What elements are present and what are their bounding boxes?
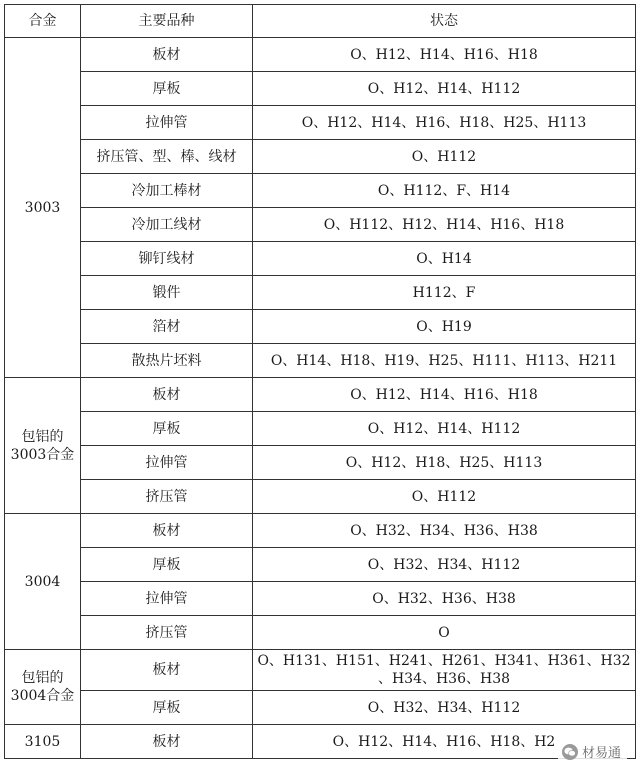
alloy-label-line2: 3004合金 <box>10 688 75 704</box>
product-cell: 拉伸管 <box>81 582 253 616</box>
temper-cell: O、H12、H14、H16、H18、H25、H113 <box>253 106 636 140</box>
table-row <box>5 208 636 242</box>
product-cell: 散热片坯料 <box>81 344 253 378</box>
product-cell: 冷加工棒材 <box>81 174 253 208</box>
alloy-temper-table <box>4 4 636 759</box>
product-cell: 铆钉线材 <box>81 242 253 276</box>
product-cell: 拉伸管 <box>81 446 253 480</box>
alloy-label-line2: 3003合金 <box>10 446 75 463</box>
product-cell: 板材 <box>81 38 253 72</box>
table-row <box>5 72 636 106</box>
temper-cell: O、H112 <box>253 480 636 514</box>
table-row <box>5 276 636 310</box>
product-cell: 板材 <box>81 378 253 412</box>
temper-cell: O、H12、H18、H25、H113 <box>253 446 636 480</box>
table-row <box>5 480 636 514</box>
header-row <box>5 5 636 38</box>
header-alloy: 合金 <box>5 5 81 38</box>
alloy-cell-3003: 3003 <box>5 38 81 378</box>
watermark <box>558 740 627 763</box>
temper-cell: O、H32、H36、H38 <box>253 582 636 616</box>
alloy-label-line1: 包铝的 <box>21 670 64 686</box>
temper-cell: O、H12、H14、H112 <box>253 72 636 106</box>
product-cell: 挤压管 <box>81 480 253 514</box>
temper-cell: O、H12、H14、H16、H18、H2 <box>253 725 636 759</box>
product-cell: 板材 <box>81 650 253 691</box>
temper-cell: O、H14 <box>253 242 636 276</box>
header-product: 主要品种 <box>81 5 253 38</box>
temper-cell: O、H14、H18、H19、H25、H111、H113、H211 <box>253 344 636 378</box>
temper-cell: O、H112、F、H14 <box>253 174 636 208</box>
temper-cell: O、H112 <box>253 140 636 174</box>
product-cell: 厚板 <box>81 548 253 582</box>
table-row <box>5 725 636 759</box>
temper-line2: 、H34、H36、H38 <box>377 671 511 687</box>
table-row <box>5 691 636 725</box>
temper-cell: O、H12、H14、H16、H18 <box>253 38 636 72</box>
table-row <box>5 310 636 344</box>
table-row <box>5 582 636 616</box>
table-row <box>5 344 636 378</box>
temper-cell: O、H32、H34、H36、H38 <box>253 514 636 548</box>
alloy-cell-3004: 3004 <box>5 514 81 650</box>
product-cell: 厚板 <box>81 72 253 106</box>
table-row <box>5 650 636 691</box>
product-cell: 厚板 <box>81 412 253 446</box>
product-cell: 冷加工线材 <box>81 208 253 242</box>
watermark-text: 材易通 <box>581 746 621 761</box>
product-cell: 挤压管、型、棒、线材 <box>81 140 253 174</box>
alloy-cell-clad-3004 <box>5 650 81 725</box>
table-row <box>5 548 636 582</box>
wechat-icon <box>562 744 578 760</box>
temper-line1: O、H131、H151、H241、H261、H341、H361、H32 <box>257 653 631 669</box>
temper-cell: O、H32、H34、H112 <box>253 691 636 725</box>
table-row <box>5 514 636 548</box>
product-cell: 拉伸管 <box>81 106 253 140</box>
product-cell: 锻件 <box>81 276 253 310</box>
temper-cell: O <box>253 616 636 650</box>
table-row <box>5 412 636 446</box>
temper-cell: O、H12、H14、H16、H18 <box>253 378 636 412</box>
alloy-cell-3105: 3105 <box>5 725 81 759</box>
table-row <box>5 446 636 480</box>
table-row <box>5 242 636 276</box>
temper-cell: H112、F <box>253 276 636 310</box>
product-cell: 板材 <box>81 725 253 759</box>
table-row <box>5 174 636 208</box>
alloy-cell-clad-3003 <box>5 378 81 514</box>
product-cell: 挤压管 <box>81 616 253 650</box>
header-temper: 状态 <box>253 5 636 38</box>
table-row <box>5 106 636 140</box>
product-cell: 箔材 <box>81 310 253 344</box>
temper-cell: O、H112、H12、H14、H16、H18 <box>253 208 636 242</box>
temper-cell: O、H32、H34、H112 <box>253 548 636 582</box>
temper-cell: O、H19 <box>253 310 636 344</box>
product-cell: 厚板 <box>81 691 253 725</box>
temper-cell <box>253 650 636 691</box>
table-row <box>5 378 636 412</box>
table-row <box>5 38 636 72</box>
table-row <box>5 616 636 650</box>
temper-cell: O、H12、H14、H112 <box>253 412 636 446</box>
product-cell: 板材 <box>81 514 253 548</box>
table-row <box>5 140 636 174</box>
alloy-label-line1: 包铝的 <box>21 428 64 445</box>
